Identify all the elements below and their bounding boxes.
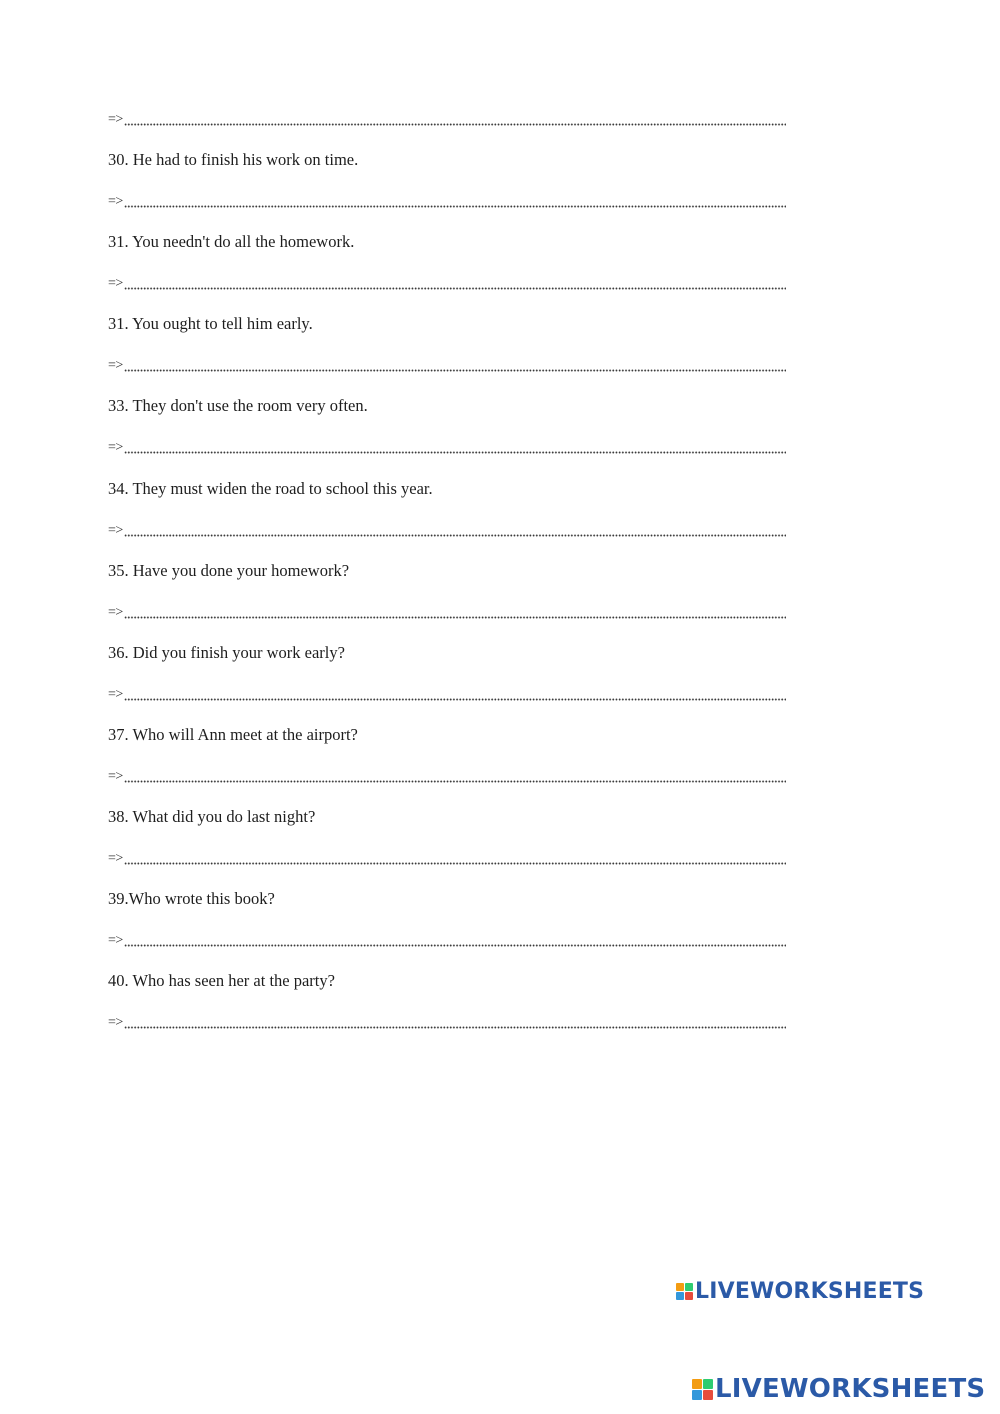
answer-dots <box>124 534 786 537</box>
answer-prefix: => <box>108 358 123 373</box>
answer-dots <box>124 698 786 701</box>
answer-prefix: => <box>108 605 123 620</box>
answer-line[interactable] <box>108 603 786 623</box>
answer-line[interactable] <box>108 110 786 130</box>
answer-prefix: => <box>108 851 123 866</box>
question-40: 40. Who has seen her at the party? <box>108 971 335 990</box>
answer-line[interactable] <box>108 767 786 787</box>
logo-text: LIVEWORKSHEETS <box>715 1374 986 1404</box>
logo-blocks-icon <box>676 1283 693 1300</box>
answer-dots <box>124 451 786 454</box>
answer-line[interactable] <box>108 274 786 294</box>
answer-prefix: => <box>108 1015 123 1030</box>
question-35: 35. Have you done your homework? <box>108 561 350 580</box>
liveworksheets-footer-logo <box>692 1374 985 1404</box>
answer-prefix: => <box>108 440 123 455</box>
question-33: 33. They don't use the room very often. <box>108 396 368 415</box>
answer-prefix: => <box>108 194 123 209</box>
question-34: 34. They must widen the road to school this year. <box>108 479 433 498</box>
answer-line[interactable] <box>108 849 786 869</box>
answer-line[interactable] <box>108 356 786 376</box>
answer-dots <box>124 944 786 947</box>
answer-line[interactable] <box>108 931 786 951</box>
question-36: 36. Did you finish your work early? <box>108 643 345 662</box>
answer-line[interactable] <box>108 521 786 541</box>
logo-blocks-icon <box>692 1379 713 1400</box>
answer-dots <box>124 123 786 126</box>
answer-prefix: => <box>108 523 123 538</box>
question-31b: 31. You ought to tell him early. <box>108 314 313 333</box>
question-30: 30. He had to finish his work on time. <box>108 150 359 169</box>
liveworksheets-logo <box>676 1279 924 1304</box>
question-39: 39.Who wrote this book? <box>108 889 275 908</box>
question-31a: 31. You needn't do all the homework. <box>108 232 355 251</box>
answer-dots <box>124 287 786 290</box>
answer-line[interactable] <box>108 1013 786 1033</box>
answer-line[interactable] <box>108 192 786 212</box>
question-38: 38. What did you do last night? <box>108 807 316 826</box>
question-37: 37. Who will Ann meet at the airport? <box>108 725 358 744</box>
answer-prefix: => <box>108 276 123 291</box>
answer-prefix: => <box>108 112 123 127</box>
answer-dots <box>124 205 786 208</box>
answer-prefix: => <box>108 933 123 948</box>
answer-prefix: => <box>108 687 123 702</box>
answer-line[interactable] <box>108 438 786 458</box>
answer-line[interactable] <box>108 685 786 705</box>
answer-dots <box>124 369 786 372</box>
answer-prefix: => <box>108 769 123 784</box>
answer-dots <box>124 1026 786 1029</box>
answer-dots <box>124 780 786 783</box>
answer-dots <box>124 616 786 619</box>
logo-text: LIVEWORKSHEETS <box>695 1279 925 1304</box>
answer-dots <box>124 862 786 865</box>
